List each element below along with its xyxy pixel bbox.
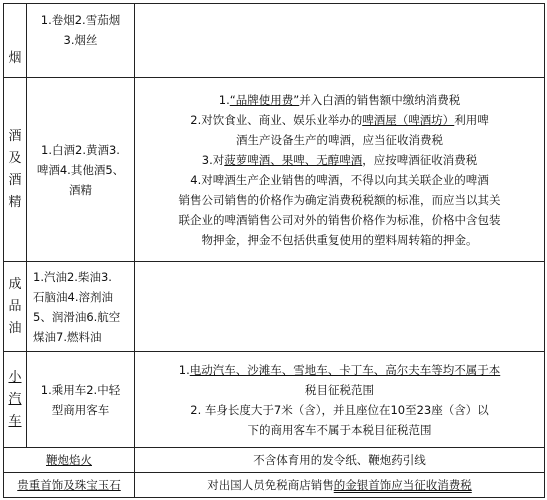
subitems-tobacco: [27, 4, 135, 78]
note-text: 1.: [218, 92, 230, 107]
subitem-line: 1.汽油2.柴油3.: [33, 269, 112, 284]
item-fireworks: [4, 448, 135, 473]
note-line-1: [143, 90, 536, 110]
notes-fireworks: [135, 448, 545, 473]
category-liquor: [4, 78, 27, 262]
consumption-tax-table: [3, 3, 545, 498]
table-row-liquor: [4, 78, 545, 262]
note-text: 2.对饮食业、商业、娱乐业举办的: [190, 112, 363, 127]
note-link[interactable]: 啤酒屋（啤酒坊）: [362, 112, 455, 127]
table-row-oil: [4, 262, 545, 352]
subitem-line: 啤酒4.其他酒5、: [36, 162, 125, 177]
notes-liquor: [135, 78, 545, 262]
category-char: 油: [8, 320, 22, 336]
note-line-2b: 下的商用客车不属于本税目征税范围: [247, 422, 432, 437]
note-line-2a: 2. 车身长度大于7米（含），并且座位在10至23座（含）以: [190, 402, 489, 417]
note-text: ，应按啤酒征收消费税: [362, 152, 478, 167]
notes-tobacco: [135, 4, 545, 78]
note-text: 3.对: [201, 152, 225, 167]
subitem-line: 型商用客车: [51, 402, 110, 417]
note-link[interactable]: 的金银首饰应当征收消费税: [333, 478, 472, 492]
subitem-line: 酒精: [69, 182, 92, 197]
note-link[interactable]: “品牌使用费”: [229, 92, 300, 107]
notes-car: [135, 352, 545, 448]
subitem-line: 1.卷烟2.雪茄烟: [40, 13, 121, 27]
subitems-liquor: [27, 78, 135, 262]
note-line-2b: 酒生产设备生产的啤酒，应当征收消费税: [236, 132, 443, 147]
category-char[interactable]: 车: [8, 413, 22, 429]
table-row-tobacco: [4, 4, 545, 78]
note-text: 利用啤: [454, 112, 489, 127]
category-char: 精: [8, 194, 22, 210]
table-row-car: [4, 352, 545, 448]
category-label: 烟: [8, 51, 22, 66]
item-name[interactable]: 贵重首饰及珠宝玉石: [17, 478, 121, 492]
note-line-3: [143, 150, 536, 170]
category-car: [4, 352, 27, 448]
subitem-line: 1.乘用车2.中轻: [40, 382, 121, 397]
subitem-line: 1.白酒2.黄酒3.: [41, 142, 120, 157]
note-text: 1.: [178, 362, 190, 377]
subitem-line: 5、润滑油6.航空: [33, 309, 121, 324]
category-tobacco: [4, 4, 27, 78]
note-text: 不含体育用的发令纸、鞭炮药引线: [253, 453, 426, 467]
subitem-line: 石脑油4.溶剂油: [33, 289, 113, 304]
note-line-4d: 物押金，押金不包括供重复使用的塑料周转箱的押金。: [201, 232, 478, 247]
item-name[interactable]: 鞭炮焰火: [46, 453, 92, 467]
category-char: 品: [8, 298, 22, 314]
notes-oil: [135, 262, 545, 352]
subitem-line: 3.烟丝: [63, 33, 98, 47]
note-line-4a: 4.对啤酒生产企业销售的啤酒，不得以向其关联企业的啤酒: [190, 172, 489, 187]
table-row-jewelry: [4, 473, 545, 498]
note-line-2: [143, 110, 536, 130]
category-char: 酒: [8, 172, 22, 188]
note-line-4b: 销售公司销售的价格作为确定消费税税额的标准，而应当以其关: [178, 192, 501, 207]
category-char[interactable]: 汽: [8, 391, 22, 407]
note-line-1: [143, 360, 536, 380]
item-jewelry: [4, 473, 135, 498]
category-char: 及: [8, 150, 22, 166]
category-char[interactable]: 小: [8, 369, 22, 385]
subitems-car: [27, 352, 135, 448]
note-link[interactable]: 菠萝啤酒、果啤、无醇啤酒: [224, 152, 363, 167]
category-char: 酒: [8, 128, 22, 144]
table-row-fireworks: [4, 448, 545, 473]
note-text: 并入白酒的销售额中缴纳消费税: [299, 92, 461, 107]
note-link[interactable]: 电动汽车、沙滩车、雪地车、卡丁车、高尔夫车等均不属于本: [189, 362, 501, 377]
category-char: 成: [8, 276, 22, 292]
note-line-1b: 税目征税范围: [305, 382, 374, 397]
subitem-line: 煤油7.燃料油: [33, 329, 102, 344]
notes-jewelry: [135, 473, 545, 498]
note-text: 对出国人员免税商店销售: [207, 478, 334, 492]
note-line-4c: 联企业的啤酒销售公司对外的销售价格作为标准，价格中含包装: [178, 212, 501, 227]
category-oil: [4, 262, 27, 352]
subitems-oil: [27, 262, 135, 352]
